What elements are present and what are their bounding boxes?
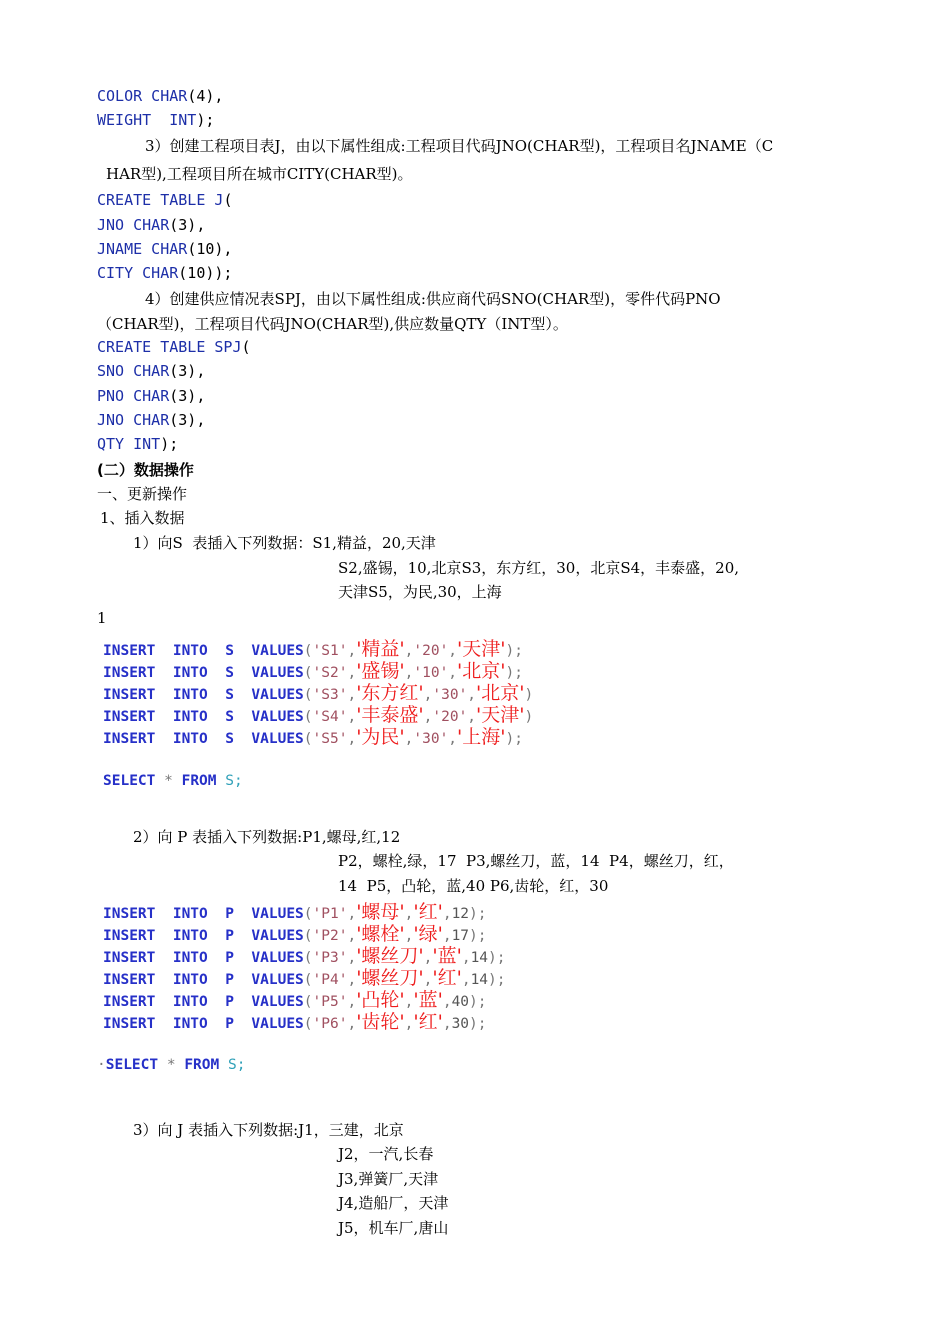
punct: (	[303, 687, 313, 703]
punct: ,	[467, 687, 477, 703]
punct: );	[505, 665, 523, 681]
punct: (	[303, 928, 313, 944]
value-name: '丰泰盛'	[356, 704, 424, 726]
punct: ,	[448, 643, 458, 659]
punct: ,	[442, 906, 452, 922]
value-city: '上海'	[457, 726, 506, 748]
punct: ,	[404, 643, 414, 659]
value-name: '螺栓'	[356, 923, 405, 945]
code-line: COLOR CHAR(4),	[97, 87, 224, 105]
insert-line	[103, 682, 533, 706]
punct: ,	[347, 665, 357, 681]
value-qty: '20'	[413, 643, 449, 659]
step-text: 2）向 P 表插入下列数据:P1,螺母,红,12	[133, 828, 401, 846]
value-id: 'P2'	[312, 928, 348, 944]
punct: ,	[404, 906, 414, 922]
insert-line	[103, 901, 487, 925]
keyword: INSERT INTO P VALUES	[103, 972, 304, 988]
value-weight: 12	[451, 906, 470, 922]
punct: );	[505, 731, 523, 747]
value-qty: '30'	[432, 687, 468, 703]
value-name: '为民'	[356, 726, 405, 748]
value-weight: 14	[470, 950, 489, 966]
punct: (	[303, 665, 313, 681]
punct: );	[469, 928, 487, 944]
code-line: CREATE TABLE SPJ(	[97, 338, 251, 356]
insert-line	[103, 989, 487, 1013]
punct: ,	[347, 687, 357, 703]
punct: );	[469, 1016, 487, 1032]
keyword: INSERT INTO S VALUES	[103, 665, 304, 681]
punct: ,	[404, 994, 414, 1010]
punct: ,	[448, 731, 458, 747]
paragraph: （CHAR型)，工程项目代码JNO(CHAR型),供应数量QTY（INT型）。	[97, 315, 568, 333]
keyword: INSERT INTO P VALUES	[103, 994, 304, 1010]
insert-line	[103, 1011, 487, 1035]
code-line: JNAME CHAR(10),	[97, 240, 233, 258]
punct: ,	[347, 709, 357, 725]
select-statement: SELECT * FROM S;	[103, 773, 243, 789]
insert-line	[103, 638, 523, 662]
punct: ,	[442, 1016, 452, 1032]
punct: ,	[404, 731, 414, 747]
punct: ,	[461, 972, 471, 988]
punct: ,	[423, 687, 433, 703]
value-color: '蓝'	[432, 945, 462, 967]
value-name: '螺母'	[356, 901, 405, 923]
punct: (	[303, 731, 313, 747]
punct: (	[303, 994, 313, 1010]
value-qty: '20'	[432, 709, 468, 725]
value-color: '红'	[413, 1011, 443, 1033]
value-weight: 14	[470, 972, 489, 988]
step-text: J5，机车厂,唐山	[338, 1218, 449, 1237]
keyword: INSERT INTO S VALUES	[103, 643, 304, 659]
punct: ,	[347, 643, 357, 659]
section-heading: (二）数据操作	[97, 461, 194, 479]
value-weight: 30	[451, 1016, 470, 1032]
punct: ,	[404, 665, 414, 681]
insert-line	[103, 945, 506, 969]
punct: );	[488, 972, 506, 988]
punct: ,	[423, 972, 433, 988]
punct: ,	[347, 906, 357, 922]
value-id: 'P5'	[312, 994, 348, 1010]
punct: );	[469, 994, 487, 1010]
step-text: J3,弹簧厂,天津	[338, 1169, 439, 1188]
value-color: '蓝'	[413, 989, 443, 1011]
value-name: '凸轮'	[356, 989, 405, 1011]
code-line: WEIGHT INT);	[97, 111, 215, 129]
insert-line	[103, 923, 487, 947]
punct: );	[469, 906, 487, 922]
punct: ,	[423, 950, 433, 966]
punct: (	[303, 906, 313, 922]
value-qty: '30'	[413, 731, 449, 747]
value-id: 'P4'	[312, 972, 348, 988]
value-color: '红'	[413, 901, 443, 923]
punct: (	[303, 643, 313, 659]
keyword: INSERT INTO S VALUES	[103, 709, 304, 725]
punct: ,	[467, 709, 477, 725]
punct: )	[524, 709, 534, 725]
value-qty: '10'	[413, 665, 449, 681]
punct: ,	[461, 950, 471, 966]
punct: );	[488, 950, 506, 966]
subheading: 1、插入数据	[100, 509, 185, 527]
punct: (	[303, 709, 313, 725]
value-id: 'S5'	[312, 731, 348, 747]
code-line: JNO CHAR(3),	[97, 411, 206, 429]
punct: ,	[404, 928, 414, 944]
punct: ,	[404, 1016, 414, 1032]
value-name: '螺丝刀'	[356, 945, 424, 967]
value-weight: 17	[451, 928, 470, 944]
value-name: '精益'	[356, 638, 405, 660]
punct: ,	[347, 1016, 357, 1032]
step-text: J4,造船厂，天津	[338, 1194, 449, 1212]
value-id: 'P3'	[312, 950, 348, 966]
punct: ,	[347, 994, 357, 1010]
value-id: 'S4'	[312, 709, 348, 725]
value-name: '盛锡'	[356, 660, 405, 682]
value-id: 'S2'	[312, 665, 348, 681]
value-id: 'S3'	[312, 687, 348, 703]
step-text: J2，一汽,长春	[338, 1145, 434, 1163]
punct: ,	[423, 709, 433, 725]
paragraph: 3）创建工程项目表J，由以下属性组成:工程项目代码JNO(CHAR型)，工程项目名JNAME（C	[145, 137, 774, 155]
keyword: INSERT INTO S VALUES	[103, 731, 304, 747]
punct: ,	[448, 665, 458, 681]
subheading: 一、更新操作	[97, 485, 188, 503]
step-text: 3）向 J 表插入下列数据:J1，三建，北京	[133, 1121, 404, 1139]
step-text: 1）向S 表插入下列数据：S1,精益，20,天津	[133, 534, 436, 552]
step-text: S2,盛锡，10,北京S3，东方红，30，北京S4，丰泰盛，20,	[338, 559, 740, 577]
punct: ,	[442, 994, 452, 1010]
paragraph: HAR型),工程项目所在城市CITY(CHAR型)。	[106, 165, 413, 183]
insert-line	[103, 726, 523, 750]
value-city: '北京'	[476, 682, 525, 704]
code-line: CREATE TABLE J(	[97, 191, 233, 209]
insert-line	[103, 967, 506, 991]
punct: );	[505, 643, 523, 659]
value-weight: 40	[451, 994, 470, 1010]
value-id: 'P6'	[312, 1016, 348, 1032]
punct: (	[303, 1016, 313, 1032]
value-color: '绿'	[413, 923, 443, 945]
punct: ,	[347, 972, 357, 988]
value-color: '红'	[432, 967, 462, 989]
code-line: SNO CHAR(3),	[97, 362, 206, 380]
punct: ,	[347, 950, 357, 966]
step-text: 天津S5，为民,30，上海	[338, 583, 502, 601]
punct: (	[303, 950, 313, 966]
paragraph: 4）创建供应情况表SPJ，由以下属性组成:供应商代码SNO(CHAR型)，零件代码PNO	[145, 290, 721, 308]
code-line: JNO CHAR(3),	[97, 216, 206, 234]
code-line: QTY INT);	[97, 435, 179, 453]
keyword: INSERT INTO S VALUES	[103, 687, 304, 703]
code-line: CITY CHAR(10));	[97, 264, 233, 282]
punct: ,	[442, 928, 452, 944]
select-statement: ·SELECT * FROM S;	[97, 1057, 246, 1073]
punct: ,	[347, 731, 357, 747]
step-text: 14 P5，凸轮，蓝,40 P6,齿轮，红，30	[338, 877, 609, 895]
value-name: '东方红'	[356, 682, 424, 704]
value-name: '螺丝刀'	[356, 967, 424, 989]
value-city: '天津'	[476, 704, 525, 726]
code-line: PNO CHAR(3),	[97, 387, 206, 405]
value-name: '齿轮'	[356, 1011, 405, 1033]
keyword: INSERT INTO P VALUES	[103, 1016, 304, 1032]
punct: )	[524, 687, 534, 703]
value-id: 'S1'	[312, 643, 348, 659]
insert-line	[103, 704, 533, 728]
step-text: P2，螺栓,绿，17 P3,螺丝刀，蓝，14 P4，螺丝刀，红，	[338, 852, 734, 870]
punct: ,	[347, 928, 357, 944]
value-id: 'P1'	[312, 906, 348, 922]
keyword: INSERT INTO P VALUES	[103, 950, 304, 966]
value-city: '天津'	[457, 638, 506, 660]
insert-line	[103, 660, 523, 684]
value-city: '北京'	[457, 660, 506, 682]
keyword: INSERT INTO P VALUES	[103, 906, 304, 922]
keyword: INSERT INTO P VALUES	[103, 928, 304, 944]
stray-text: 1	[97, 609, 107, 627]
punct: (	[303, 972, 313, 988]
